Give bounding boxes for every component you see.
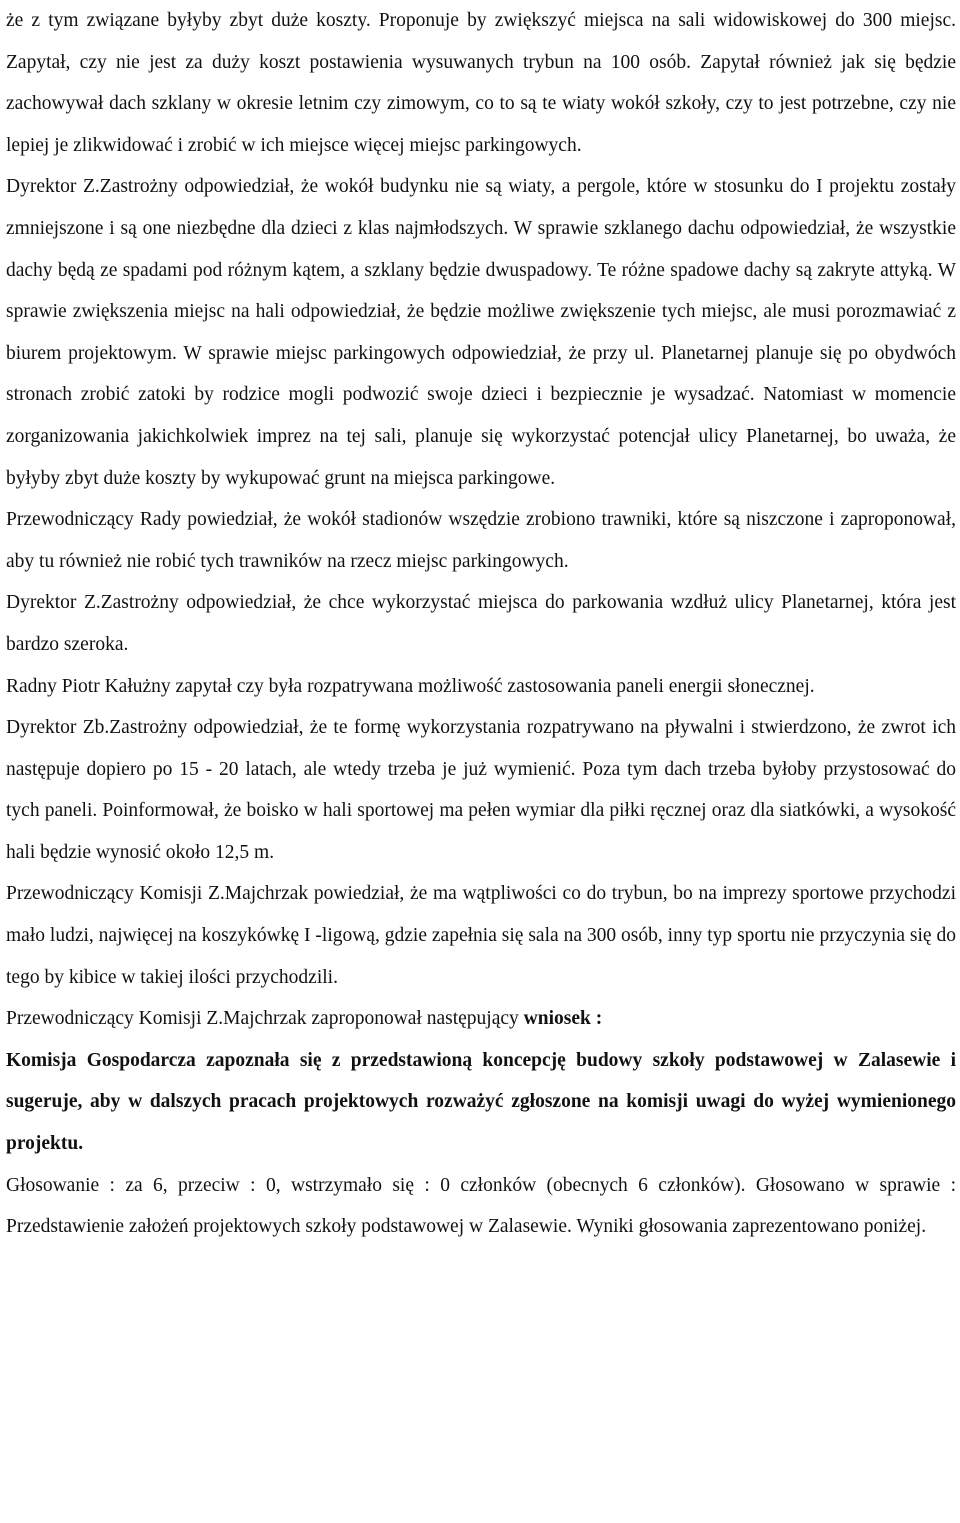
paragraph-director-solar: Dyrektor Zb.Zastrożny odpowiedział, że te formę wykorzystania rozpatrywano na pływalni i stwierdzono, że zwrot ich następuje dopiero po 15 - 20 latach, ale wtedy trzeba je już wymienić. Poza tym dach trzeba byłoby przystosować do tych paneli. Poinformował, że boisko w hali sportowej ma pełen wymiar dla piłki ręcznej oraz dla siatkówki, a wysokość hali będzie wynosić około 12,5 m. (6, 717, 956, 863)
paragraph-vote-result: Głosowanie : za 6, przeciw : 0, wstrzymało się : 0 członków (obecnych 6 członków). Głosowano w sprawie : Przedstawienie założeń projektowych szkoły podstawowej w Zalasewie. Wyniki głosowania zaprezentowano poniżej. (6, 1174, 956, 1238)
paragraph-commission-chair: Przewodniczący Komisji Z.Majchrzak powiedział, że ma wątpliwości co do trybun, bo na imprezy sportowe przychodzi mało ludzi, najwięcej na koszykówkę I -ligową, gdzie zapełnia się sala na 300 osób, inny typ sportu nie przyczynia się do tego by kibice w takiej ilości przychodzili. (6, 883, 956, 988)
paragraph-director-parking: Dyrektor Z.Zastrożny odpowiedział, że chce wykorzystać miejsca do parkowania wzdłuż ulicy Planetarnej, która jest bardzo szeroka. (6, 592, 956, 655)
motion-label: wniosek : (523, 1008, 603, 1030)
paragraph-motion-text: Komisja Gospodarcza zapoznała się z przedstawioną koncepcję budowy szkoły podstawowej w Zalasewie i sugeruje, aby w dalszych pracach projektowych rozważyć zgłoszone na komisji uwagi do wyżej wymienionego projektu. (6, 1049, 956, 1155)
paragraph-motion-intro (6, 998, 956, 1040)
paragraph-director-response: Dyrektor Z.Zastrożny odpowiedział, że wokół budynku nie są wiaty, a pergole, które w stosunku do I projektu zostały zmniejszone i są one niezbędne dla dzieci z klas najmłodszych. W sprawie szklanego dachu odpowiedział, że wszystkie dachy będą ze spadami pod różnym kątem, a szklany będzie dwuspadowy. Te różne spadowe dachy są zakryte attyką. W sprawie zwiększenia miejsc na hali odpowiedział, że będzie możliwe zwiększenie tych miejsc, ale musi porozmawiać z biurem projektowym. W sprawie miejsc parkingowych odpowiedział, że przy ul. Planetarnej planuje się po obydwóch stronach zrobić zatoki by rodzice mogli podwozić swoje dzieci i bezpiecznie je wysadzać. Natomiast w momencie zorganizowania jakichkolwiek imprez na tej sali, planuje się wykorzystać potencjał ulicy Planetarnej, bo uważa, że byłyby zbyt duże koszty by wykupować grunt na miejsca parkingowe. (6, 176, 956, 489)
paragraph-council-chair: Przewodniczący Rady powiedział, że wokół stadionów wszędzie zrobiono trawniki, które są niszczone i zaproponował, aby tu również nie robić tych trawników na rzecz miejsc parkingowych. (6, 509, 956, 572)
paragraph-solar-question: Radny Piotr Kałużny zapytał czy była rozpatrywana możliwość zastosowania paneli energii słonecznej. (6, 675, 815, 697)
motion-intro-text: Przewodniczący Komisji Z.Majchrzak zaproponował następujący (6, 1008, 524, 1030)
paragraph-question-costs: że z tym związane byłyby zbyt duże koszty. Proponuje by zwiększyć miejsca na sali widowiskowej do 300 miejsc. Zapytał, czy nie jest za duży koszt postawienia wysuwanych trybun na 100 osób. Zapytał również jak się będzie zachowywał dach szklany w okresie letnim czy zimowym, co to są te wiaty wokół szkoły, czy to jest potrzebne, czy nie lepiej je zlikwidować i zrobić w ich miejsce więcej miejsc parkingowych. (6, 10, 956, 156)
document-page (6, 0, 956, 1248)
